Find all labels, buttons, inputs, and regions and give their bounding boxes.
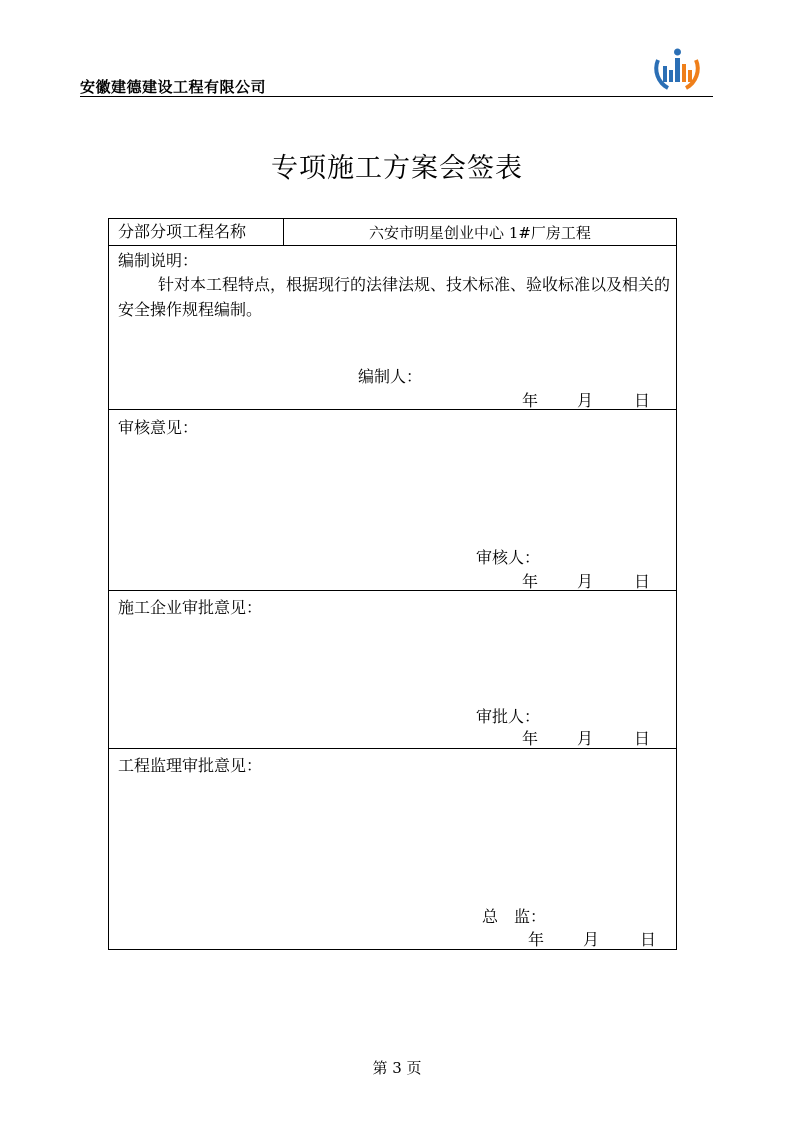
company-name: 安徽建德建设工程有限公司 xyxy=(80,78,267,96)
review-label: 审核意见： xyxy=(118,418,199,437)
review-section xyxy=(109,410,676,591)
reviewer-signature-label: 审核人： xyxy=(476,548,541,567)
page-number: 第 3 页 xyxy=(372,1059,422,1077)
compilation-label: 编制说明： xyxy=(118,251,199,270)
enterprise-approval-section xyxy=(109,591,676,749)
supervision-approval-section xyxy=(109,749,676,949)
project-name-row xyxy=(109,219,676,246)
review-year: 年 xyxy=(522,572,539,591)
project-name-value: 六安市明星创业中心 1#厂房工程 xyxy=(369,224,591,242)
enterprise-day: 日 xyxy=(634,729,651,748)
supervision-day: 日 xyxy=(640,930,657,949)
enterprise-year: 年 xyxy=(522,729,539,748)
enterprise-month: 月 xyxy=(577,729,594,748)
project-name-label: 分部分项工程名称 xyxy=(109,219,284,245)
compiler-signature-label: 编制人： xyxy=(358,367,423,386)
supervision-year: 年 xyxy=(528,930,545,949)
review-month: 月 xyxy=(577,572,594,591)
compilation-year: 年 xyxy=(522,391,539,410)
chief-supervisor-signature-label: 总 监： xyxy=(482,907,547,926)
compilation-month: 月 xyxy=(577,391,594,410)
compilation-section xyxy=(109,245,676,410)
compilation-day: 日 xyxy=(634,391,651,410)
header-rule xyxy=(80,96,713,97)
review-day: 日 xyxy=(634,572,651,591)
signoff-form xyxy=(108,218,677,950)
company-logo-icon xyxy=(650,44,704,92)
supervision-approval-label: 工程监理审批意见： xyxy=(118,756,263,775)
compilation-text: 针对本工程特点，根据现行的法律法规、技术标准、验收标准以及相关的安全操作规程编制。 xyxy=(118,275,671,319)
enterprise-approval-label: 施工企业审批意见： xyxy=(118,598,263,617)
approver-signature-label: 审批人： xyxy=(476,707,541,726)
supervision-month: 月 xyxy=(583,930,600,949)
page-title: 专项施工方案会签表 xyxy=(271,153,523,184)
